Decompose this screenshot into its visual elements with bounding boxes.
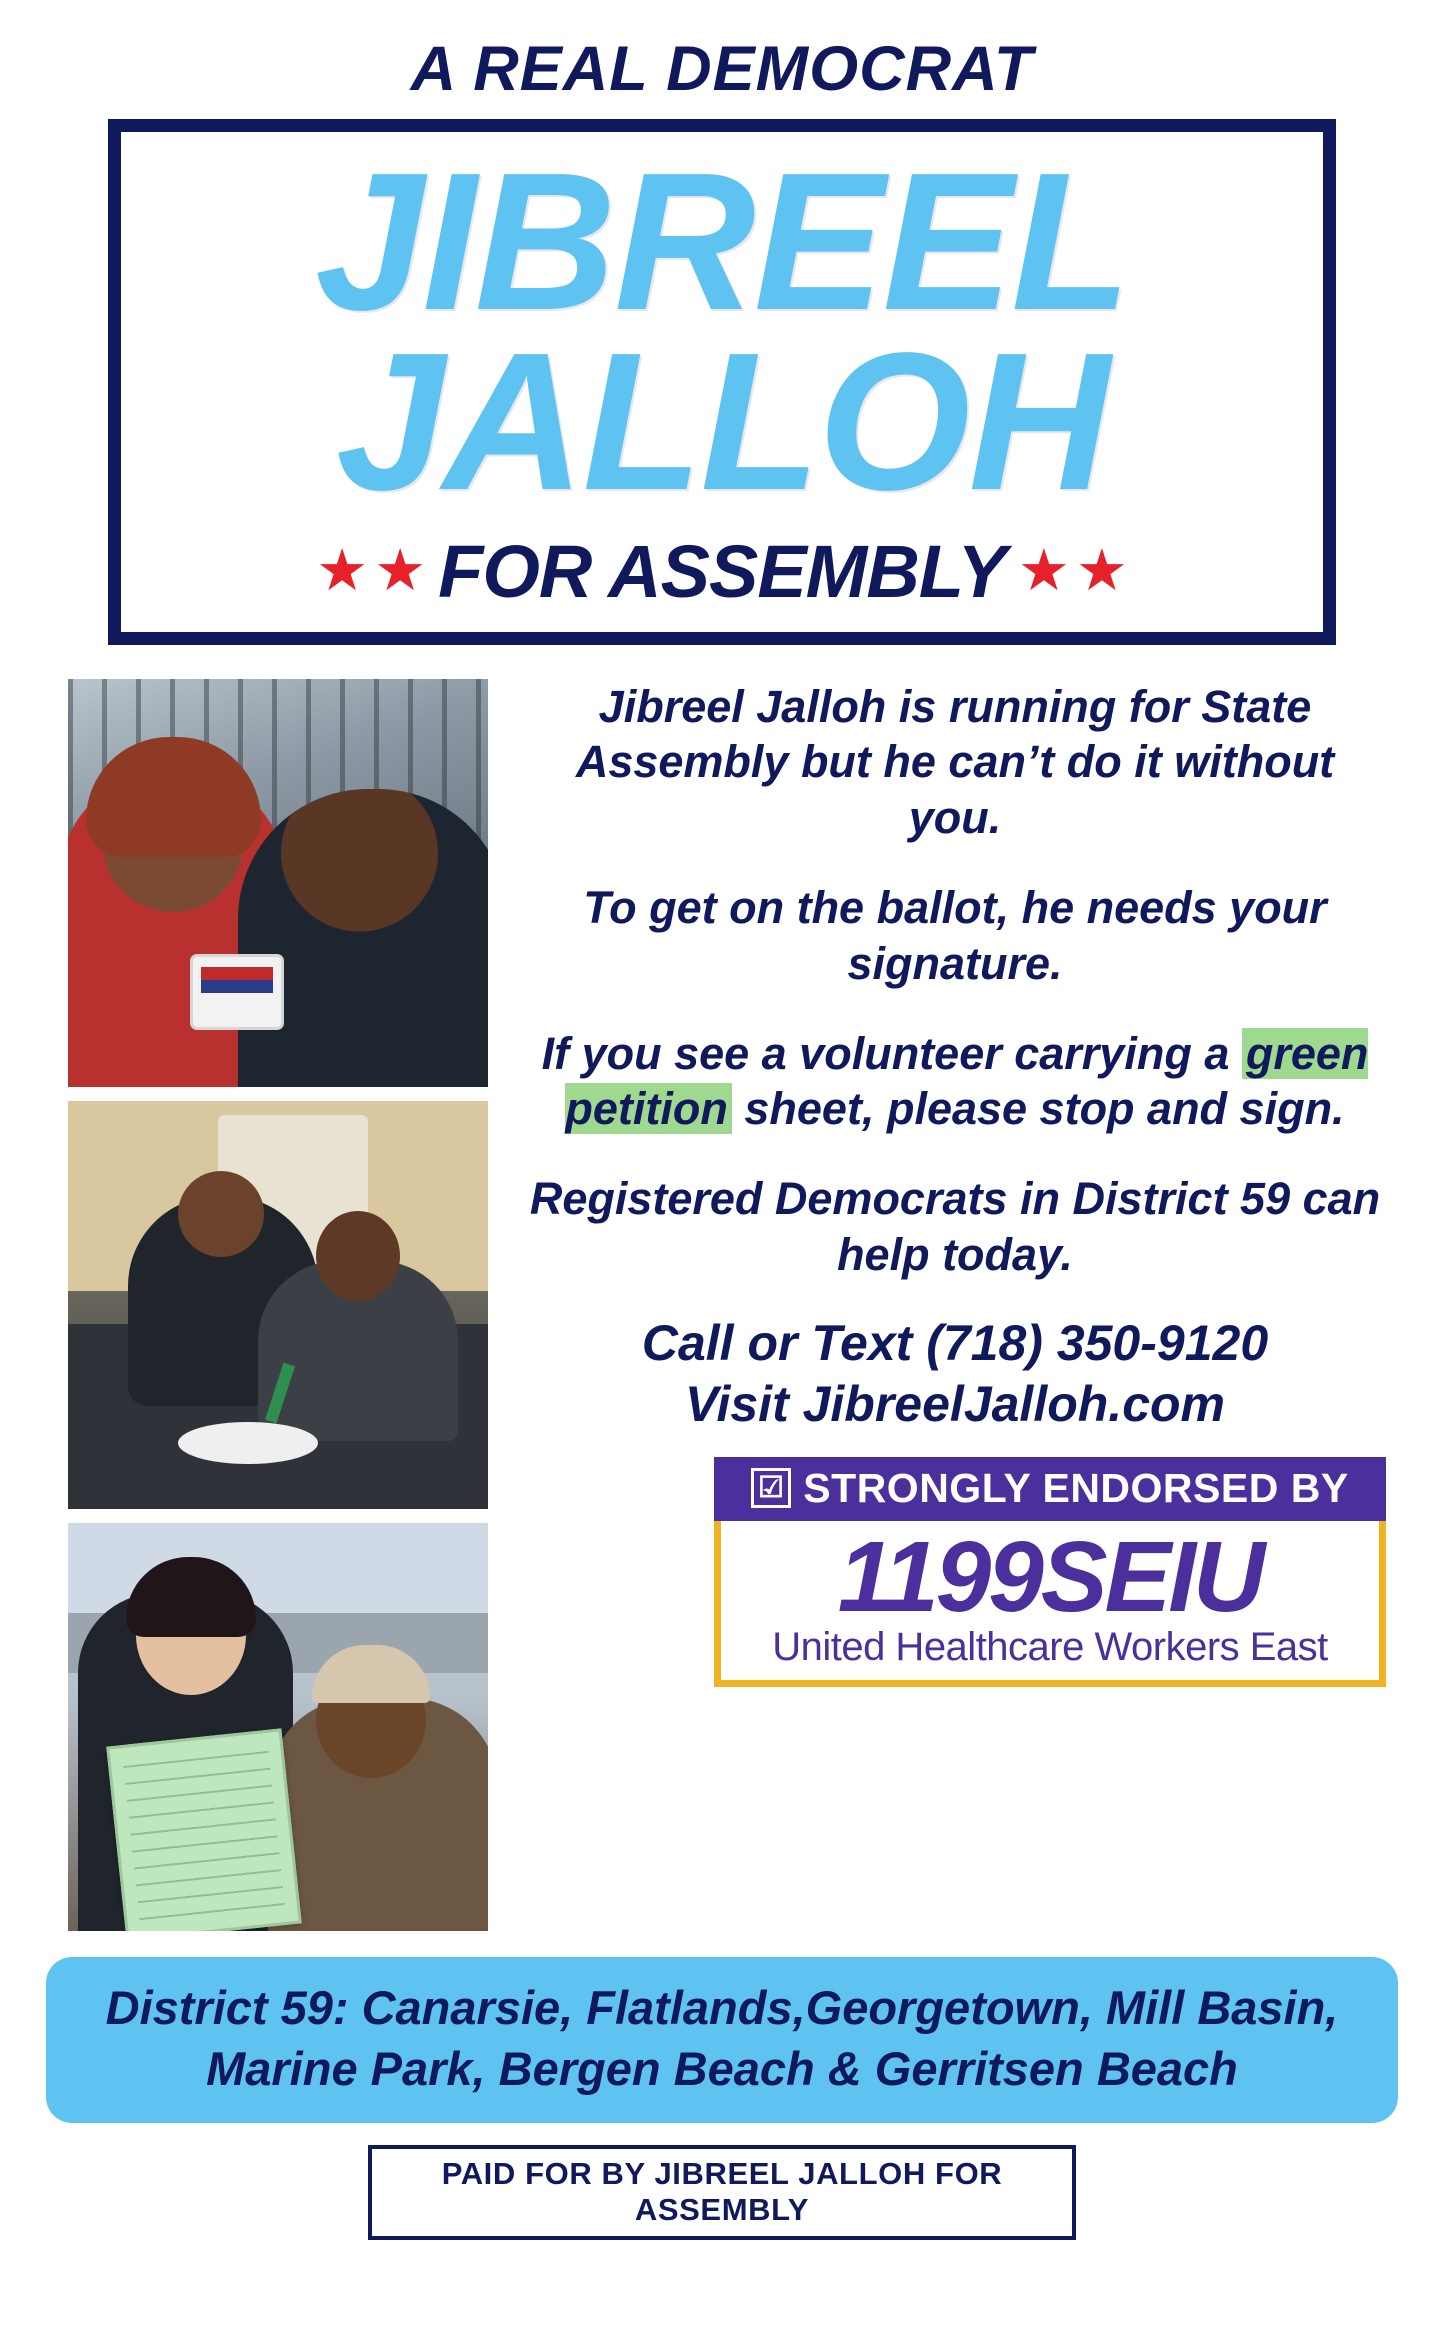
eyebrow-headline: A REAL DEMOCRAT xyxy=(410,34,1034,104)
star-icon: ★ xyxy=(1075,538,1128,604)
head-shape xyxy=(316,1211,400,1301)
head-shape xyxy=(178,1171,264,1257)
endorsement-banner xyxy=(714,1457,1386,1521)
paragraph-ballot: To get on the ballot, he needs your signature. xyxy=(583,882,1327,989)
photo-mentoring-student xyxy=(68,1101,488,1509)
endorsement-block xyxy=(714,1457,1386,1687)
green-petition-sheet-icon xyxy=(106,1728,302,1931)
district-banner xyxy=(46,1957,1398,2123)
paid-for-disclaimer: PAID FOR BY JIBREEL JALLOH FOR ASSEMBLY xyxy=(368,2145,1076,2240)
star-icon: ★ xyxy=(316,538,369,604)
district-line-1: District 59: Canarsie, Flatlands,Georgetown, Mill Basin, xyxy=(105,1980,1339,2034)
photo-column xyxy=(68,679,488,1931)
star-icon: ★ xyxy=(374,538,427,604)
paragraph-volunteer xyxy=(524,1026,1386,1138)
green-petition-highlight: green petition xyxy=(565,1027,1369,1135)
office-label: FOR ASSEMBLY xyxy=(438,529,1006,613)
paragraph-intro: Jibreel Jalloh is running for State Assembly but he can’t do it without you. xyxy=(575,680,1335,844)
candidate-last-name: JALLOH xyxy=(336,312,1108,532)
candidate-name-box xyxy=(108,119,1336,645)
i-voted-sticker-icon xyxy=(193,957,281,1027)
text-column xyxy=(488,679,1386,1931)
endorsement-label: STRONGLY ENDORSED BY xyxy=(803,1464,1349,1511)
office-row xyxy=(121,529,1323,614)
photo-petition-signing xyxy=(68,1523,488,1931)
star-icon: ★ xyxy=(1017,538,1070,604)
candidate-first-name: JIBREEL xyxy=(315,132,1129,351)
paragraph-registered-democrats: Registered Democrats in District 59 can help today. xyxy=(529,1173,1381,1280)
union-logo-main: 1199SEIU xyxy=(837,1520,1263,1633)
stars-right xyxy=(1017,538,1128,604)
person-shape xyxy=(238,789,488,1087)
district-line-2: Marine Park, Bergen Beach & Gerritsen Beach xyxy=(206,2041,1238,2095)
stars-left xyxy=(316,538,427,604)
checkbox-icon: ☑ xyxy=(751,1468,791,1508)
phone-line[interactable]: Call or Text (718) 350-9120 xyxy=(641,1314,1269,1371)
volunteer-text-before: If you see a volunteer carrying a xyxy=(541,1027,1242,1079)
volunteer-text-after: sheet, please stop and sign. xyxy=(731,1083,1345,1135)
union-logo xyxy=(714,1521,1386,1687)
plate-shape xyxy=(178,1422,318,1464)
contact-block xyxy=(524,1313,1386,1435)
website-line[interactable]: Visit JibreelJalloh.com xyxy=(684,1375,1225,1432)
body-area xyxy=(0,679,1444,1931)
photo-supporter-sticker xyxy=(68,679,488,1087)
union-logo-sub: United Healthcare Workers East xyxy=(772,1624,1328,1669)
